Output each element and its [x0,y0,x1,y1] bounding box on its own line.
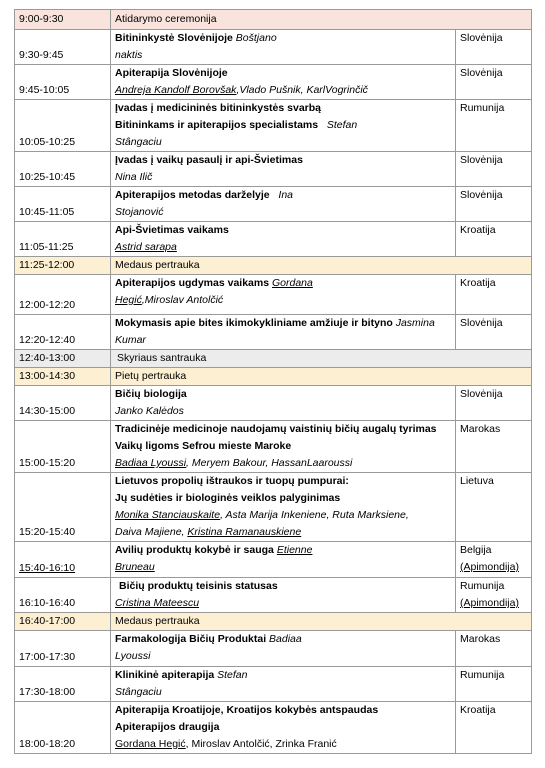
country-cell [456,542,532,578]
country-cell: Slovėnija [456,187,532,222]
author-name: Jasmina [395,317,435,329]
time-cell: 16:40-17:00 [15,613,111,631]
author-name: Astrid sarapa [115,241,177,253]
table-row [15,368,532,386]
session-cell [111,421,456,473]
table-row [15,30,532,65]
country-cell: Kroatija [456,702,532,754]
session-title: Apiterapijos ugdymas vaikams [115,277,270,289]
table-row [15,702,532,754]
author-name: ,Miroslav Antolčić [141,294,224,306]
break-title: Medaus pertrauka [111,257,532,275]
table-row [15,222,532,257]
author-name: Bruneau [115,561,155,573]
time-cell: 11:25-12:00 [15,257,111,275]
time-cell: 12:40-13:00 [15,350,111,368]
table-row [15,613,532,631]
country-cell: Slovėnija [456,386,532,421]
time-cell: 15:40-16:10 [15,542,111,578]
time-cell: 16:10-16:40 [15,578,111,613]
author-name: , Miroslav Antolčić, Zrinka Franić [185,738,337,750]
session-title: Avilių produktų kokybė ir sauga [115,544,274,556]
country-name: Belgija [460,544,492,556]
schedule [14,9,531,754]
session-cell [111,222,456,257]
country-cell: Kroatija [456,222,532,257]
author-name: Ina [278,189,294,201]
table-row [15,315,532,350]
time-cell: 18:00-18:20 [15,702,111,754]
author-name: Monika Stanciauskaite [115,509,221,521]
author-name: Stefan [217,669,248,681]
time-cell: 12:00-12:20 [15,275,111,315]
country-note: (Apimondija) [460,561,519,573]
author-name: Etienne [276,544,313,556]
author-name: Gordana Hegić [115,738,186,750]
country-cell: Slovėnija [456,152,532,187]
session-title: Api-Švietimas vaikams [115,224,229,236]
session-cell [111,578,456,613]
session-cell [111,315,456,350]
author-name: ,Vlado Pušnik, KarlVogrinčič [236,84,368,96]
session-cell [111,100,456,152]
session-title: Farmakologija Bičių Produktai [115,633,267,645]
author-name: Daiva Majiene, [115,526,188,538]
session-title: Apiterapija Kroatijoje, Kroatijos kokybės antspaudas [115,704,379,716]
country-cell: Kroatija [456,275,532,315]
author-name: Stefan [326,119,358,131]
author-name: Kumar [115,334,146,346]
time-cell: 10:45-11:05 [15,187,111,222]
country-name: Rumunija [460,580,505,592]
table-row [15,100,532,152]
table-row [15,578,532,613]
author-name: Stângaciu [115,136,162,148]
time-cell: 13:00-14:30 [15,368,111,386]
time-cell: 14:30-15:00 [15,386,111,421]
time-cell: 11:05-11:25 [15,222,111,257]
break-title: Medaus pertrauka [111,613,532,631]
schedule-table [14,9,532,754]
country-cell: Slovėnija [456,30,532,65]
country-cell: Marokas [456,421,532,473]
session-title: Bičių produktų teisinis statusas [119,580,278,592]
author-name: , Asta Marija Inkeniene, Ruta Marksiene, [220,509,409,521]
time-cell: 10:25-10:45 [15,152,111,187]
session-title: Mokymasis apie bites ikimokykliniame amžiuje ir bityno [115,317,393,329]
table-row [15,421,532,473]
session-cell [111,187,456,222]
country-cell: Lietuva [456,473,532,542]
author-name: Cristina Mateescu [115,597,200,609]
country-note: (Apimondija) [460,597,519,609]
session-title: Klinikinė apiterapija [115,669,215,681]
author-name: , Meryem Bakour, HassanLaaroussi [186,457,353,469]
time-cell: 9:00-9:30 [15,10,111,30]
table-row [15,187,532,222]
time-cell: 9:30-9:45 [15,30,111,65]
session-title: Įvadas į vaikų pasaulį ir api-Švietimas [115,154,303,166]
session-title: Bitininkams ir apiterapijos specialistams [115,119,319,131]
session-title: Vaikų ligoms Sefrou mieste Maroke [115,440,292,452]
table-row [15,65,532,100]
author-name: Stângaciu [115,686,162,698]
author-name: Stojanović [115,206,164,218]
time-cell: 17:30-18:00 [15,667,111,702]
author-name: Andreja Kandolf Borovšak [115,84,237,96]
author-name: Lyoussi [115,650,151,662]
session-cell [111,542,456,578]
country-cell: Rumunija [456,667,532,702]
time-cell: 17:00-17:30 [15,631,111,667]
author-name: Hegić [115,294,142,306]
country-cell: Slovėnija [456,315,532,350]
session-title: Apiterapijos metodas darželyje [115,189,270,201]
session-cell [111,30,456,65]
table-row [15,542,532,578]
session-title: Jų sudėties ir biologinės veiklos palyginimas [115,492,341,504]
session-cell [111,386,456,421]
time-cell: 10:05-10:25 [15,100,111,152]
session-cell [111,667,456,702]
table-row [15,350,532,368]
author-name: Boštjano [235,32,277,44]
table-row [15,386,532,421]
session-cell [111,702,456,754]
country-cell: Marokas [456,631,532,667]
time-cell: 15:20-15:40 [15,473,111,542]
author-name: Janko Kalėdos [115,405,184,417]
author-name: Gordana [271,277,313,289]
session-cell [111,275,456,315]
time-cell: 15:00-15:20 [15,421,111,473]
break-title: Pietų pertrauka [111,368,532,386]
country-cell [456,578,532,613]
session-cell [111,152,456,187]
session-title: Bičių biologija [115,388,187,400]
table-row [15,257,532,275]
country-cell: Slovėnija [456,65,532,100]
author-name: Nina Ilič [115,171,153,183]
table-row [15,275,532,315]
time-cell: 9:45-10:05 [15,65,111,100]
author-name: Kristina Ramanauskiene [187,526,302,538]
session-title: Bitininkystė Slovėnijoje [115,32,233,44]
session-title: Lietuvos propolių ištraukos ir tuopų pumpurai: [115,475,349,487]
session-title: Įvadas į medicininės bitininkystės svarbą [115,102,322,114]
table-row [15,631,532,667]
author-name: Badiaa Lyoussi [115,457,187,469]
author-name: Badiaa [269,633,302,645]
session-title: Apiterapijos draugija [115,721,220,733]
summary-title: Skyriaus santrauka [111,350,532,368]
session-title: Apiterapija Slovėnijoje [115,67,228,79]
session-cell [111,473,456,542]
session-cell [111,65,456,100]
table-row [15,473,532,542]
author-name: naktis [115,49,143,61]
country-cell: Rumunija [456,100,532,152]
table-row [15,10,532,30]
session-cell [111,631,456,667]
table-row [15,152,532,187]
table-row [15,667,532,702]
session-title: Tradicinėje medicinoje naudojamų vaistinių bičių augalų tyrimas [115,423,437,435]
time-cell: 12:20-12:40 [15,315,111,350]
session-title: Atidarymo ceremonija [111,10,532,30]
